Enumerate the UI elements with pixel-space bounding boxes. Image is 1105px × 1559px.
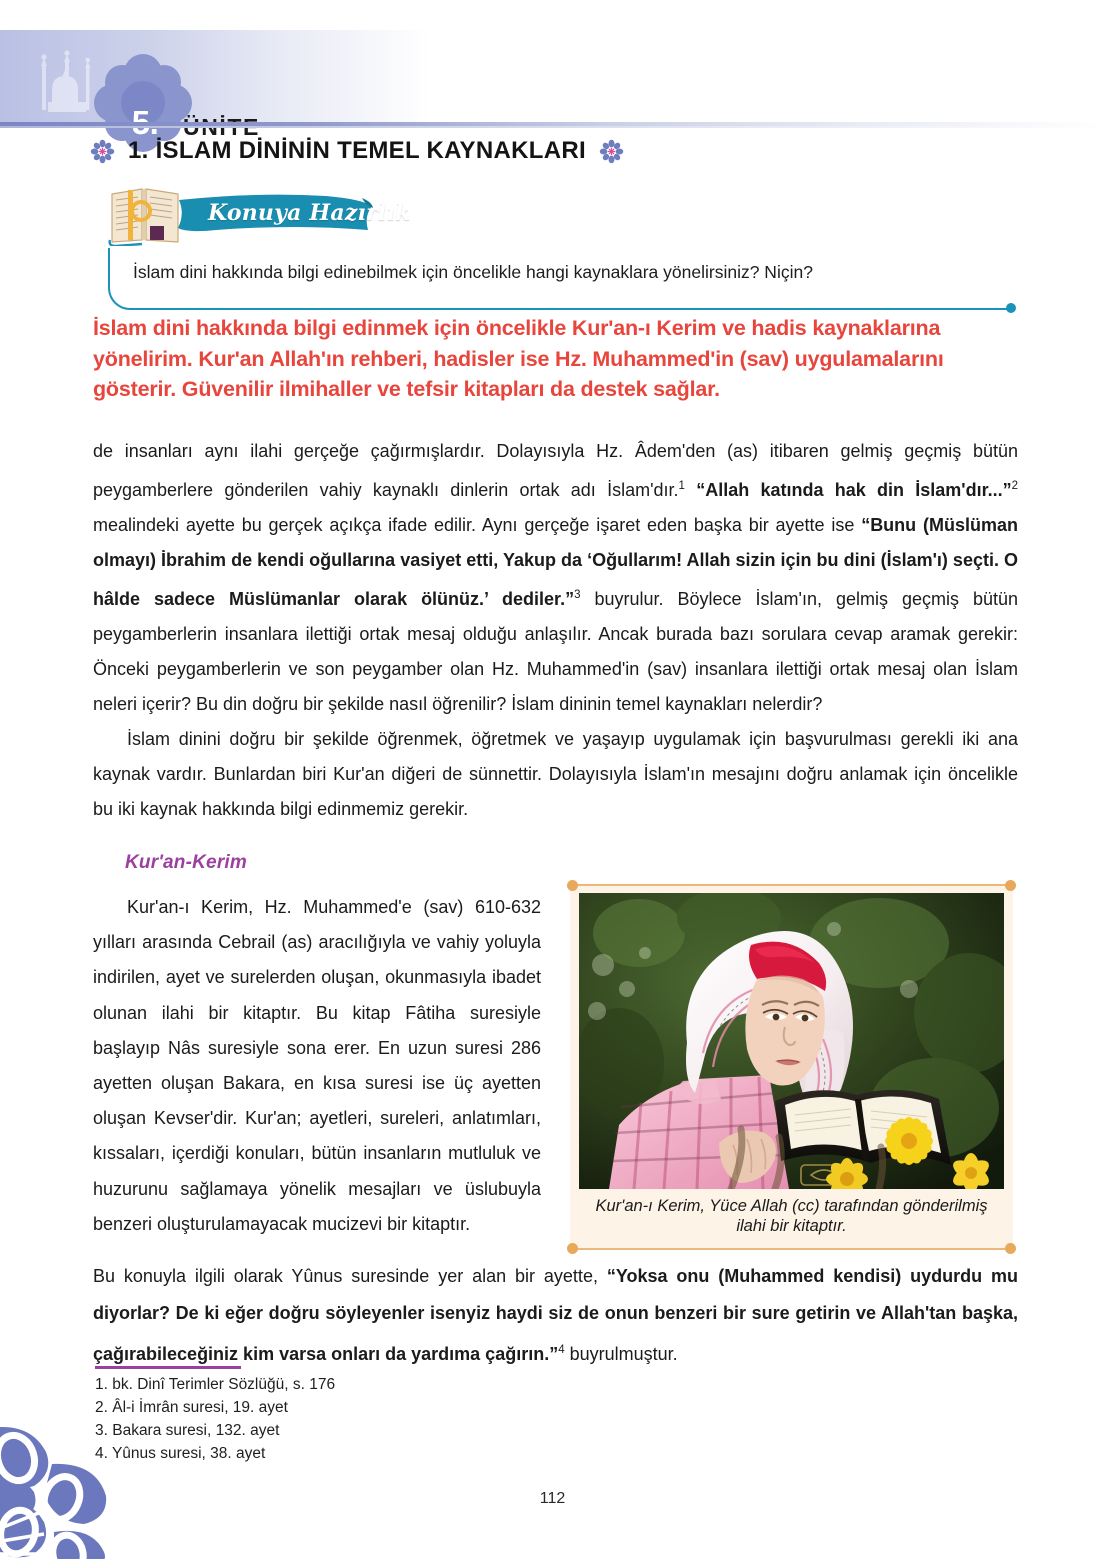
footnote-item: 4. Yûnus suresi, 38. ayet [95,1445,266,1462]
footnote-ref-2: 2 [1011,480,1018,492]
footnote-divider [95,1366,241,1369]
figure-photo [579,893,1004,1189]
girl-reading-quran-illustration [579,893,1004,1189]
bottom-paragraph [93,1258,1018,1373]
section-title-row [90,137,624,165]
subheading-kuran-kerim: Kur'an-Kerim [125,852,247,873]
footnote-list [95,1373,595,1465]
footnote-ref-3: 3 [574,589,581,601]
unit-banner [0,30,1105,122]
figure-pin-icon [1005,1243,1016,1254]
footnote-ref-4: 4 [558,1344,565,1356]
corner-floral-ornament-icon [0,1414,150,1559]
body-p1-quote-2: “Bunu (Müslüman olmayı) İbrahim de kendi oğullarına vasiyet etti, Yakup da ‘Oğullarım! Allah sizin için bu dini (İslam'ı) seçti. O hâlde sadece Müslümanlar olarak ölünüz.’ dediler.” [93,515,1018,609]
body-paragraph-2: İslam dinini doğru bir şekilde öğrenmek, öğretmek ve yaşayıp uygulamak için başvurulması gerekli iki ana kaynak vardır. Bunlardan biri Kur'an diğeri de sünnettir. Dolayısıyla İslam'ın mesajını doğru anlamak için öncelikle bu iki kaynak hakkında bilgi edinmemiz gerekir. [93,729,1018,819]
footnote-item: 3. Bakara suresi, 132. ayet [95,1422,280,1439]
body-p1-part-c: buyrulur. Böylece İslam'ın, gelmiş geçmiş bütün peygamberlerin insanlara ilettiği ortak mesaj olduğu anlaşılır. Ancak burada bazı sorulara cevap aramak gerekir: Önceki peygamberlerin ve son peygamber olan Hz. Muhammed'in (sav) insanlara ilettiği ortak mesaj olan İslam neleri içerir? Bu din doğru bir şekilde nasıl öğrenilir? İslam dininin temel kaynakları nelerdir? [93,589,1019,714]
figure-pin-icon [567,880,578,891]
body-p1-part-a: de insanları aynı ilahi gerçeğe çağırmışlardır. Dolayısıyla Hz. Âdem'den (as) itibaren gelmiş geçmiş bütün peygamberlere gönderilen vahiy kaynaklı dinlerin ortak adı İslam'dır. [93,441,1018,500]
open-book-icon [108,184,182,246]
figure-pin-icon [567,1243,578,1254]
obscured-first-line: Bütün ilahi dinler tevhid inancını esas almış, gönderilen bütün peygamberler [93,408,698,428]
student-answer-text: İslam dini hakkında bilgi edinmek için öncelikle Kur'an-ı Kerim ve hadis kaynaklarına yönelirim. Kur'an Allah'ın rehberi, hadisler ise Hz. Muhammed'in (sav) uygulamalarını gösterir. Güvenilir ilmihaller ve tefsir kitapları da destek sağlar. [93,316,944,402]
footnote-item: 2. Âl-i İmrân suresi, 19. ayet [95,1399,288,1416]
prep-badge-label: Konuya Hazırlık [208,200,411,226]
bottom-para-quote: “Yoksa onu (Muhammed kendisi) uydurdu mu diyorlar? De ki eğer doğru söyleyenler isenyiz haydi siz de onun benzeri bir sure getirin ve Allah'tan başka, çağırabileceğiniz kim varsa onları da yardıma çağırın.” [93,1266,1018,1364]
wrapped-text-column [93,890,541,1242]
figure-caption: Kur'an-ı Kerim, Yüce Allah (cc) tarafından gönderilmiş ilahi bir kitaptır. [595,1197,988,1236]
prep-question-text: İslam dini hakkında bilgi edinebilmek için öncelikle hangi kaynaklara yönelirsiniz? Niçin? [133,262,813,282]
body-p1-quote-1: “Allah katında hak din İslam'dır...” [696,480,1012,500]
bottom-para-tail: buyrulmuştur. [564,1344,678,1364]
bottom-para-lead: Bu konuyla ilgili olarak Yûnus suresinde yer alan bir ayette, [93,1266,607,1286]
body-p1-part-b: mealindeki ayette bu gerçek açıkça ifade edilir. Aynı gerçeğe işaret eden başka bir ayette ise [93,515,862,535]
footnote-item: 1. bk. Dinî Terimler Sözlüğü, s. 176 [95,1376,336,1393]
column-left-paragraph: Kur'an-ı Kerim, Hz. Muhammed'e (sav) 610-632 yılları arasında Cebrail (as) aracılığıyla ve vahiy yoluyla indirilen, ayet ve surelerden oluşan, okunmasıyla ibadet olunan ilahi bir kitaptır. Bu kitap Fâtiha suresiyle başlayıp Nâs suresiyle sona erer. En uzun suresi 286 ayetten oluşan Bakara, en kısa suresi ise üç ayetten oluşan Kevser'dir. Kur'an; ayetleri, sureleri, anlatımları, kıssaları, içerdiği konuları, bütün insanların mutluluk ve huzurunu sağlamaya yönelik mesajları ve üslubuyla benzeri oluşturulamayacak mucizevi bir kitaptır. [93,897,541,1234]
rosette-icon [599,139,624,164]
question-box-end-dot [1006,303,1016,313]
footnote-ref-1: 1 [678,480,685,492]
figure-pin-icon [1005,880,1016,891]
prep-badge [108,184,411,246]
page-title: 1. İSLAM DİNİNİN TEMEL KAYNAKLARI [128,137,586,164]
body-text-column [93,408,1018,827]
unit-divider-rule-thin [0,126,1105,128]
page-number: 112 [539,1490,566,1507]
body-paragraph-1 [93,434,1018,722]
figure-block [570,884,1013,1250]
rosette-icon [90,139,115,164]
